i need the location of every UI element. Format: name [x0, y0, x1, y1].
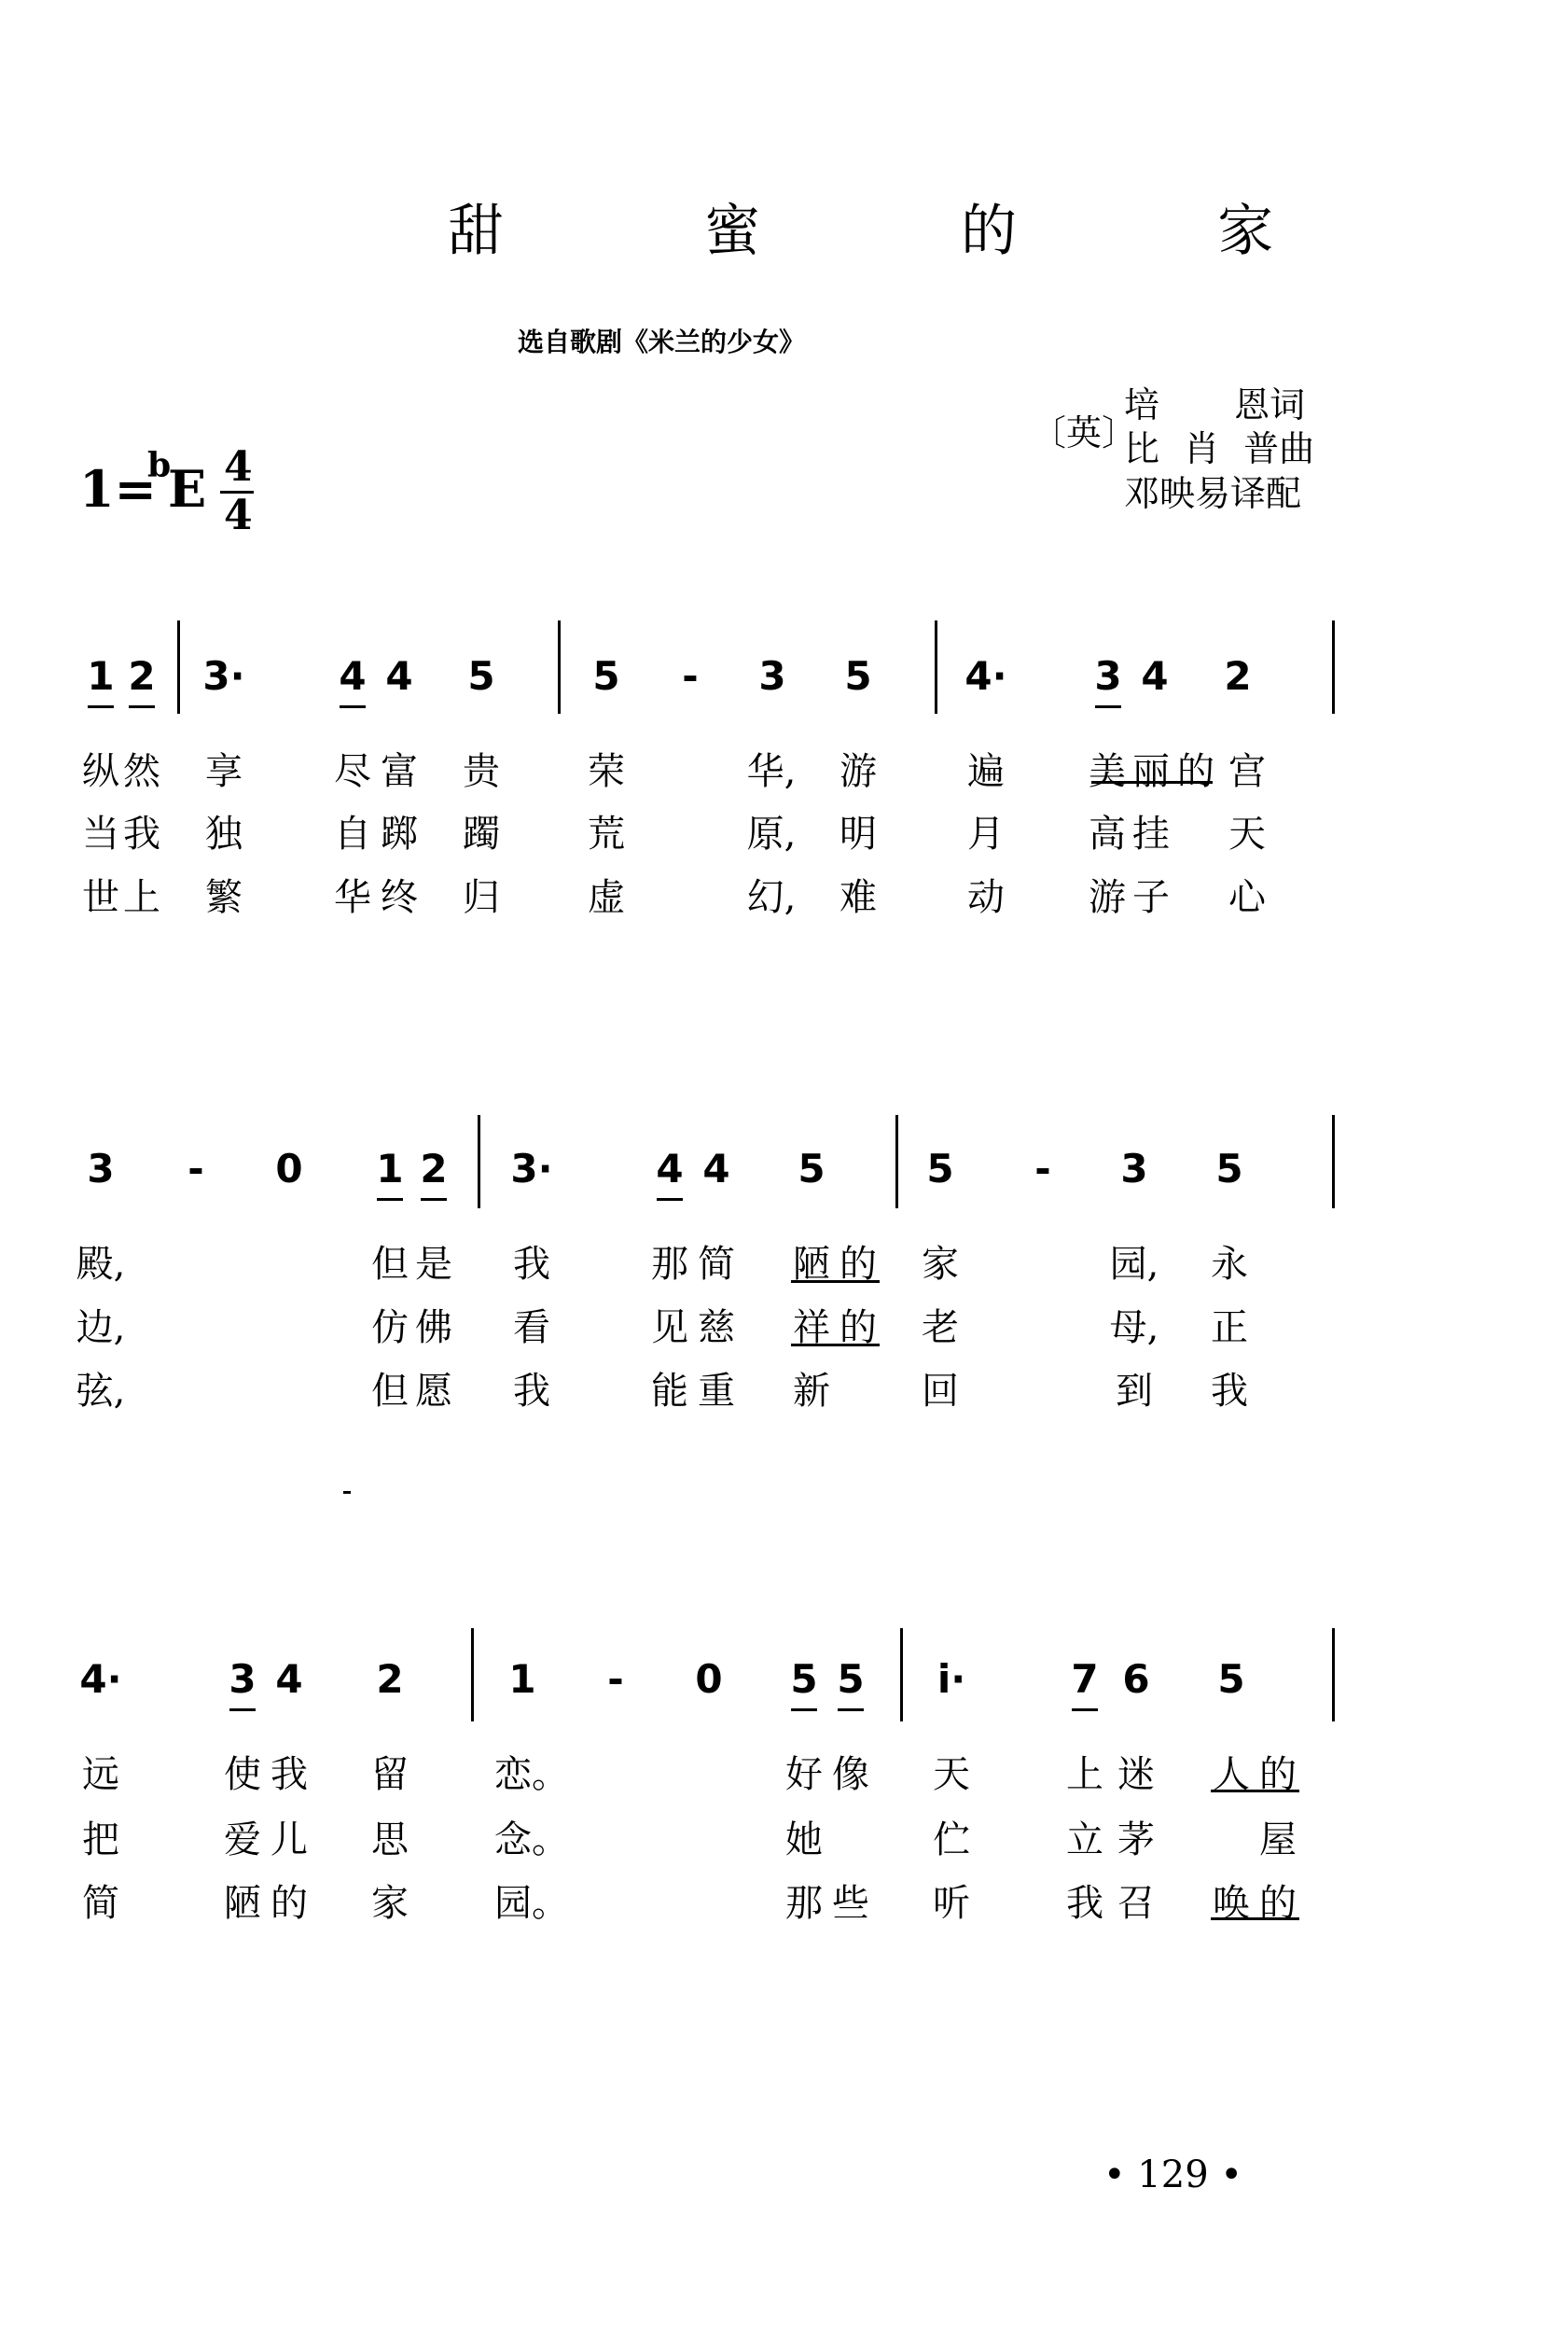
- lyric-syllable: 慈: [698, 1306, 735, 1349]
- lyric-syllable: 动: [967, 876, 1005, 919]
- note-dash: -: [187, 1146, 204, 1191]
- lyric-syllable: 陋: [224, 1882, 261, 1925]
- note: 4: [656, 1146, 684, 1191]
- note: 5: [467, 653, 495, 699]
- lyric-syllable: 远: [82, 1753, 119, 1796]
- lyric-syllable: 边,: [76, 1306, 126, 1349]
- note: 1: [376, 1146, 404, 1191]
- bar-line: [177, 620, 180, 714]
- lyric-syllable: 家: [371, 1882, 409, 1925]
- note-dash: -: [607, 1656, 624, 1702]
- note: 4: [385, 653, 413, 699]
- note: 2: [420, 1146, 448, 1191]
- credit-country: 〔英〕: [1031, 412, 1138, 453]
- lyric-syllable: 永: [1211, 1243, 1248, 1286]
- note: 3: [1094, 653, 1122, 699]
- lyric-syllable: 原,: [746, 813, 797, 856]
- lyric-syllable: 天: [1228, 813, 1266, 856]
- lyric-syllable: 我: [513, 1370, 550, 1413]
- note: 6: [1122, 1656, 1150, 1702]
- lyric-syllable: 能: [651, 1370, 688, 1413]
- bar-line: [935, 620, 937, 714]
- lyric-syllable: 愿: [415, 1370, 452, 1413]
- lyric-syllable: 园,: [1109, 1243, 1159, 1286]
- lyric-syllable: 茅: [1117, 1818, 1155, 1861]
- key-prefix: 1=: [79, 459, 157, 519]
- note: 7: [1071, 1656, 1099, 1702]
- lyric-syllable: 的: [840, 1306, 877, 1349]
- note: 1: [87, 653, 115, 699]
- lyric-syllable: 华: [334, 876, 371, 919]
- note: 3·: [202, 653, 245, 699]
- lyric-syllable: 我: [1211, 1370, 1248, 1413]
- lyric-syllable: 那: [785, 1882, 823, 1925]
- lyric-syllable: 正: [1211, 1306, 1248, 1349]
- lyric-syllable: 祥: [793, 1306, 830, 1349]
- lyric-syllable: 使: [224, 1753, 261, 1796]
- lyric-syllable: 念。: [494, 1818, 569, 1861]
- note: 2: [1224, 653, 1252, 699]
- lyric-syllable: 见: [651, 1306, 688, 1349]
- lyric-syllable: 迷: [1117, 1753, 1155, 1796]
- note-underline: [340, 705, 366, 708]
- lyric-syllable: 老: [922, 1306, 959, 1349]
- note: 4·: [964, 653, 1007, 699]
- lyric-syllable: 美: [1089, 750, 1126, 793]
- stray-mark: [343, 1491, 351, 1494]
- key-letter: E: [168, 459, 207, 519]
- note: 0: [695, 1656, 723, 1702]
- lyric-syllable: 的: [271, 1882, 308, 1925]
- lyric-syllable: 幻,: [746, 876, 797, 919]
- bar-line: [1332, 1115, 1335, 1208]
- lyric-syllable: 陋: [793, 1243, 830, 1286]
- lyric-syllable: 的: [840, 1243, 877, 1286]
- note: 5: [592, 653, 620, 699]
- lyric-syllable: 虚: [588, 876, 625, 919]
- note-underline: [838, 1708, 864, 1711]
- note: 5: [926, 1146, 954, 1191]
- lyric-syllable: 但: [371, 1243, 409, 1286]
- bar-line: [471, 1628, 474, 1721]
- lyric-syllable: 华,: [746, 750, 797, 793]
- note: 5: [1217, 1656, 1245, 1702]
- note: 3: [87, 1146, 115, 1191]
- lyric-syllable: 简: [82, 1882, 119, 1925]
- note: 5: [837, 1656, 865, 1702]
- note: 5: [798, 1146, 826, 1191]
- lyric-syllable: 回: [922, 1370, 959, 1413]
- lyric-syllable: 佛: [415, 1306, 452, 1349]
- lyric-syllable: 纵: [82, 750, 119, 793]
- note-underline: [88, 705, 114, 708]
- lyric-syllable: 屋: [1259, 1818, 1297, 1861]
- lyric-syllable: 好: [785, 1753, 823, 1796]
- lyric-syllable: 留: [371, 1753, 409, 1796]
- note: 5: [1215, 1146, 1243, 1191]
- note-dash: -: [682, 653, 699, 699]
- lyric-underline: [1259, 1790, 1297, 1792]
- note-underline: [1072, 1708, 1098, 1711]
- time-signature-top: 4: [224, 443, 253, 491]
- note-underline: [791, 1708, 817, 1711]
- lyric-syllable: 召: [1117, 1882, 1155, 1925]
- lyric-syllable: 荣: [588, 750, 625, 793]
- lyric-syllable: 心: [1228, 876, 1266, 919]
- bar-line: [900, 1628, 903, 1721]
- lyric-syllable: 上: [123, 876, 160, 919]
- lyric-syllable: 世: [82, 876, 119, 919]
- lyric-syllable: 是: [415, 1243, 452, 1286]
- note-underline: [229, 1708, 256, 1711]
- lyric-syllable: 享: [205, 750, 243, 793]
- lyric-syllable: 那: [651, 1243, 688, 1286]
- lyric-syllable: 爱: [224, 1818, 261, 1861]
- lyric-syllable: 看: [513, 1306, 550, 1349]
- note: 3: [229, 1656, 257, 1702]
- lyric-underline: [1211, 1917, 1299, 1920]
- lyric-syllable: 挂: [1132, 813, 1170, 856]
- lyric-syllable: 自: [334, 813, 371, 856]
- song-subtitle: 选自歌剧《米兰的少女》: [518, 327, 806, 357]
- note: 4: [702, 1146, 730, 1191]
- note: 0: [275, 1146, 303, 1191]
- lyric-syllable: 天: [933, 1753, 970, 1796]
- lyric-syllable: 踯: [381, 813, 418, 856]
- lyric-syllable: 像: [832, 1753, 869, 1796]
- note: 4: [275, 1656, 303, 1702]
- note: 4: [339, 653, 367, 699]
- lyric-syllable: 繁: [205, 876, 243, 919]
- lyric-syllable: 我: [123, 813, 160, 856]
- lyric-syllable: 的: [1259, 1882, 1297, 1925]
- lyric-syllable: 园。: [494, 1882, 569, 1925]
- lyric-syllable: 弦,: [76, 1370, 126, 1413]
- lyric-syllable: 当: [82, 813, 119, 856]
- note-underline: [129, 705, 155, 708]
- lyric-syllable: 思: [371, 1818, 409, 1861]
- note: i·: [937, 1656, 966, 1702]
- note: 3: [758, 653, 786, 699]
- note: 2: [128, 653, 156, 699]
- lyric-syllable: 些: [832, 1882, 869, 1925]
- bar-line: [1332, 1628, 1335, 1721]
- lyric-syllable: 富: [381, 750, 418, 793]
- note: 3: [1120, 1146, 1148, 1191]
- lyric-syllable: 游: [1089, 876, 1126, 919]
- lyric-underline: [791, 1344, 880, 1346]
- lyric-syllable: 子: [1132, 876, 1170, 919]
- lyric-syllable: 简: [698, 1243, 735, 1286]
- bar-line: [478, 1115, 480, 1208]
- song-title: 甜 蜜 的 家: [448, 199, 1366, 264]
- note-underline: [1095, 705, 1121, 708]
- bar-line: [895, 1115, 898, 1208]
- lyric-syllable: 把: [82, 1818, 119, 1861]
- credit-composer: 比 肖 普曲: [1124, 428, 1315, 469]
- lyric-syllable: 高: [1089, 813, 1126, 856]
- note: 5: [844, 653, 872, 699]
- time-signature-bottom: 4: [224, 492, 253, 539]
- lyric-syllable: 然: [123, 750, 160, 793]
- lyric-syllable: 明: [840, 813, 877, 856]
- lyric-syllable: 难: [840, 876, 877, 919]
- lyric-syllable: 终: [381, 876, 418, 919]
- lyric-syllable: 的: [1259, 1753, 1297, 1796]
- lyric-syllable: 儿: [271, 1818, 308, 1861]
- note-underline: [657, 1198, 683, 1201]
- lyric-syllable: 人: [1213, 1753, 1250, 1796]
- flat-sign: b: [147, 446, 172, 485]
- credit-lyricist: 培 恩词: [1124, 384, 1306, 425]
- lyric-syllable: 她: [785, 1818, 823, 1861]
- lyric-syllable: 立: [1066, 1818, 1103, 1861]
- lyric-syllable: 伫: [933, 1818, 970, 1861]
- lyric-syllable: 宫: [1228, 750, 1266, 793]
- bar-line: [558, 620, 561, 714]
- lyric-syllable: 尽: [334, 750, 371, 793]
- lyric-syllable: 重: [698, 1370, 735, 1413]
- lyric-underline: [1091, 781, 1213, 784]
- lyric-underline: [791, 1280, 880, 1283]
- note-underline: [377, 1198, 403, 1201]
- lyric-syllable: 唤: [1213, 1882, 1250, 1925]
- page-number: • 129 •: [1103, 2153, 1242, 2196]
- lyric-syllable: 游: [840, 750, 877, 793]
- note: 5: [790, 1656, 818, 1702]
- lyric-syllable: 母,: [1109, 1306, 1159, 1349]
- lyric-syllable: 躅: [463, 813, 500, 856]
- lyric-syllable: 我: [1066, 1882, 1103, 1925]
- lyric-syllable: 贵: [463, 750, 500, 793]
- lyric-syllable: 荒: [588, 813, 625, 856]
- lyric-syllable: 但: [371, 1370, 409, 1413]
- note: 4·: [79, 1656, 122, 1702]
- lyric-syllable: 恋。: [494, 1753, 569, 1796]
- note: 2: [376, 1656, 404, 1702]
- lyric-syllable: 听: [933, 1882, 970, 1925]
- lyric-syllable: 家: [922, 1243, 959, 1286]
- lyric-syllable: 独: [205, 813, 243, 856]
- lyric-syllable: 上: [1066, 1753, 1103, 1796]
- lyric-syllable: 殿,: [76, 1243, 126, 1286]
- lyric-syllable: 到: [1116, 1370, 1153, 1413]
- note-dash: -: [1034, 1146, 1051, 1191]
- lyric-syllable: 丽: [1132, 750, 1170, 793]
- lyric-syllable: 我: [513, 1243, 550, 1286]
- lyric-syllable: 遍: [967, 750, 1005, 793]
- bar-line: [1332, 620, 1335, 714]
- note: 3·: [510, 1146, 553, 1191]
- lyric-syllable: 的: [1177, 750, 1214, 793]
- lyric-syllable: 新: [793, 1370, 830, 1413]
- note: 1: [508, 1656, 536, 1702]
- lyric-syllable: 月: [967, 813, 1005, 856]
- lyric-syllable: 仿: [371, 1306, 409, 1349]
- credit-translator: 邓映易译配: [1124, 473, 1302, 514]
- note-underline: [421, 1198, 447, 1201]
- note: 4: [1141, 653, 1169, 699]
- lyric-syllable: 归: [463, 876, 500, 919]
- lyric-syllable: 我: [271, 1753, 308, 1796]
